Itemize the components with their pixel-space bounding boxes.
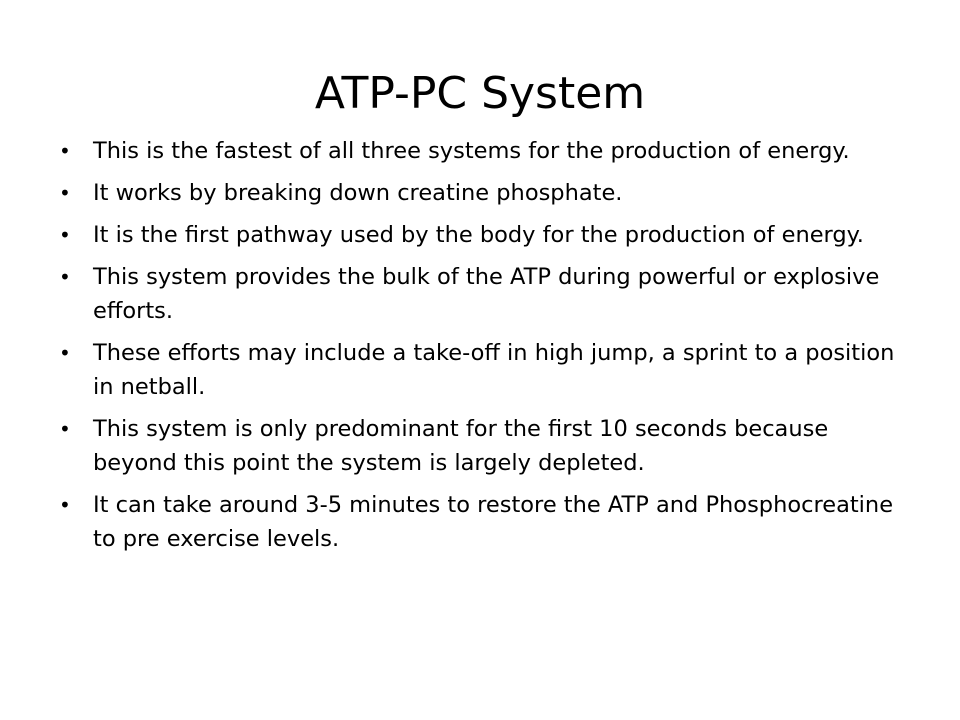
bullet-dot-icon: • xyxy=(59,417,71,441)
bullet-item xyxy=(56,488,908,556)
slide-title: ATP-PC System xyxy=(314,68,646,119)
bullet-text: These efforts may include a take-off in high jump, a sprint to a position in netball. xyxy=(93,340,895,400)
bullet-text: It is the first pathway used by the body for the production of energy. xyxy=(93,222,864,248)
bullet-dot-icon: • xyxy=(59,181,71,205)
bullet-item xyxy=(56,336,908,404)
bullet-item xyxy=(56,134,908,168)
bullet-dot-icon: • xyxy=(59,223,71,247)
bullet-item xyxy=(56,176,908,210)
bullet-text: It can take around 3-5 minutes to restore the ATP and Phosphocreatine to pre exercise levels. xyxy=(93,492,894,552)
bullet-text: This is the fastest of all three systems for the production of energy. xyxy=(93,138,850,164)
bullet-dot-icon: • xyxy=(59,341,71,365)
bullet-item xyxy=(56,260,908,328)
bullet-list xyxy=(56,134,908,564)
bullet-text: It works by breaking down creatine phosphate. xyxy=(93,180,623,206)
bullet-text: This system is only predominant for the first 10 seconds because beyond this point the system is largely depleted. xyxy=(93,416,829,476)
bullet-dot-icon: • xyxy=(59,493,71,517)
bullet-item xyxy=(56,218,908,252)
bullet-text: This system provides the bulk of the ATP during powerful or explosive efforts. xyxy=(93,264,880,324)
bullet-item xyxy=(56,412,908,480)
bullet-dot-icon: • xyxy=(59,139,71,163)
bullet-dot-icon: • xyxy=(59,265,71,289)
